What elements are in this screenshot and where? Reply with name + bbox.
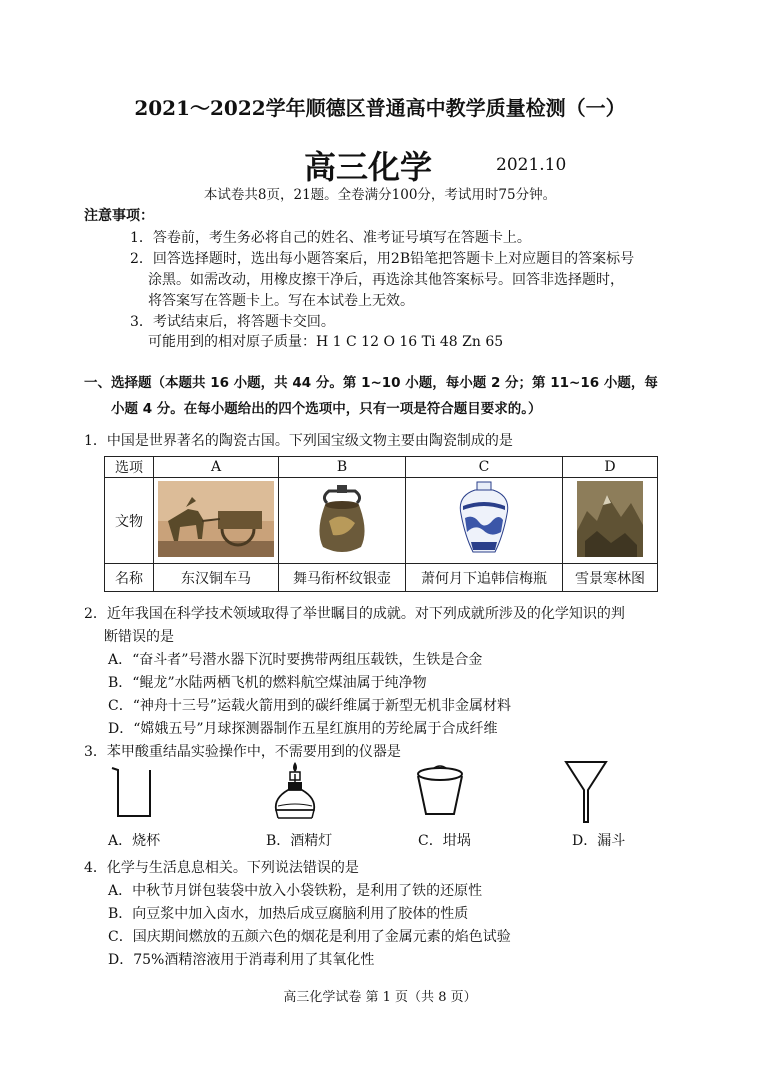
notes-heading: 注意事项： — [84, 208, 154, 224]
plum-vase-image — [406, 478, 563, 564]
note-line: 3．考试结束后，将答题卡交回。 — [130, 314, 335, 330]
row-label-name: 名称 — [105, 564, 154, 592]
q4-option-b: B．向豆浆中加入卤水，加热后成豆腐脑利用了胶体的性质 — [108, 906, 469, 922]
option-letter: C — [406, 457, 563, 478]
artifact-name: 雪景寒林图 — [563, 564, 658, 592]
q2-option-c: C．“神舟十三号”运载火箭用到的碳纤维属于新型无机非金属材料 — [108, 698, 512, 714]
crucible-icon — [414, 764, 466, 820]
table-header-cell: 选项 — [105, 457, 154, 478]
alcohol-lamp-icon — [270, 760, 320, 822]
option-letter: A — [154, 457, 279, 478]
q2-stem: 2．近年我国在科学技术领域取得了举世瞩目的成就。对下列成就所涉及的化学知识的判 — [84, 606, 625, 622]
q4-option-a: A．中秋节月饼包装袋中放入小袋铁粉，是利用了铁的还原性 — [108, 883, 483, 899]
q3-option-a: A．烧杯 — [108, 833, 161, 849]
q1-table — [104, 456, 658, 592]
note-line: 将答案写在答题卡上。写在本试卷上无效。 — [148, 293, 414, 309]
q3-option-c: C．坩埚 — [418, 833, 471, 849]
section1-heading: 一、选择题（本题共 16 小题，共 44 分。第 1~10 小题，每小题 2 分；第 11~16 小题，每 — [84, 375, 658, 391]
note-line: 1．答卷前，考生务必将自己的姓名、准考证号填写在答题卡上。 — [130, 230, 531, 246]
q2-option-a: A．“奋斗者”号潜水器下沉时要携带两组压载铁，生铁是合金 — [108, 652, 483, 668]
artifact-name: 萧何月下追韩信梅瓶 — [406, 564, 563, 592]
artifact-name: 舞马衔杯纹银壶 — [279, 564, 406, 592]
atomic-mass-line: 可能用到的相对原子质量：H 1 C 12 O 16 Ti 48 Zn 65 — [148, 334, 504, 350]
page-footer: 高三化学试卷 第 1 页（共 8 页） — [283, 990, 477, 1005]
q2-option-b: B．“鲲龙”水陆两栖飞机的燃料航空煤油属于纯净物 — [108, 675, 427, 691]
subject-title: 高三化学 — [304, 148, 433, 186]
q4-stem: 4．化学与生活息息相关。下列说法错误的是 — [84, 860, 359, 876]
note-line: 涂黑。如需改动，用橡皮擦干净后，再选涂其他答案标号。回答非选择题时， — [148, 272, 624, 288]
beaker-icon — [110, 764, 156, 820]
q3-option-d: D．漏斗 — [572, 833, 626, 849]
q2-stem-cont: 断错误的是 — [104, 629, 174, 645]
artifact-name: 东汉铜车马 — [154, 564, 279, 592]
row-label-artifact: 文物 — [105, 478, 154, 564]
q4-option-c: C．国庆期间燃放的五颜六色的烟花是利用了金属元素的焰色试验 — [108, 929, 511, 945]
q4-option-d: D．75%酒精溶液用于消毒利用了其氧化性 — [108, 952, 375, 968]
funnel-icon — [564, 758, 608, 826]
section1-heading-cont: 小题 4 分。在每小题给出的四个选项中，只有一项是符合题目要求的。） — [111, 401, 542, 417]
q3-option-b: B．酒精灯 — [266, 833, 333, 849]
q3-stem: 3．苯甲酸重结晶实验操作中，不需要用到的仪器是 — [84, 744, 401, 760]
option-letter: B — [279, 457, 406, 478]
exam-title: 2021～2022学年顺德区普通高中教学质量检测（一） — [134, 96, 626, 120]
note-line: 2．回答选择题时，选出每小题答案后，用2B铅笔把答题卡上对应题目的答案标号 — [130, 251, 635, 267]
bronze-chariot-image — [154, 478, 279, 564]
exam-intro: 本试卷共8页，21题。全卷满分100分，考试用时75分钟。 — [203, 187, 557, 203]
silver-pot-image — [279, 478, 406, 564]
q1-stem: 1．中国是世界著名的陶瓷古国。下列国宝级文物主要由陶瓷制成的是 — [84, 433, 513, 449]
snow-landscape-painting-image — [563, 478, 658, 564]
q2-option-d: D．“嫦娥五号”月球探测器制作五星红旗用的芳纶属于合成纤维 — [108, 721, 498, 737]
exam-date: 2021.10 — [496, 155, 567, 175]
option-letter: D — [563, 457, 658, 478]
